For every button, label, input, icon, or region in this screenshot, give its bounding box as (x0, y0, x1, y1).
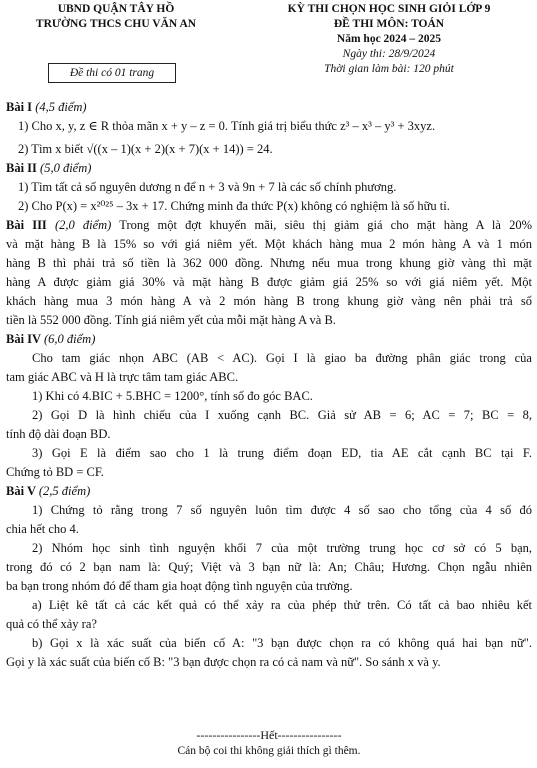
section-points: (2,0 điểm) (54, 218, 112, 232)
question-line: hàng B thì phải trả số tiền là 362 000 đồng. Nhưng nếu mua trong khung giờ vàng thì mặt (6, 256, 532, 270)
school-name: TRƯỜNG THCS CHU VĂN AN (35, 18, 197, 30)
section-title: Bài II (6, 161, 37, 175)
question-line: 3) Gọi E là điểm sao cho 1 là trung điểm đoạn ED, tia AE cắt cạnh BC tại F. (32, 446, 532, 460)
question-line: 2) Nhóm học sinh tình nguyện khối 7 của một trường trung học cơ sở có 5 bạn, (32, 541, 532, 555)
exam-date: Ngày thi: 28/9/2024 (342, 48, 436, 60)
question-line: Chứng tỏ BD = CF. (6, 465, 104, 479)
question-line: Gọi y là xác suất của biến cố B: "3 bạn được chọn ra có cả nam và nữ". So sánh x và y. (6, 655, 441, 669)
question-line: hàng A được giảm giá 30% và mặt hàng B được giảm giá 25% so với giá niêm yết. Một (6, 275, 532, 289)
school-year: Năm học 2024 – 2025 (336, 33, 442, 45)
section-title: Bài III (6, 218, 47, 232)
exam-subject: ĐỀ THI MÔN: TOÁN (333, 18, 445, 30)
section-title: Bài V (6, 484, 36, 498)
question-line: 1) Khi có 4.BIC + 5.BHC = 1200°, tính số đo góc BAC. (32, 389, 313, 403)
section-points: (5,0 điểm) (40, 161, 92, 175)
question-line: 1) Tìm tất cả số nguyên dương n để n + 3 và 9n + 7 là các số chính phương. (18, 180, 397, 194)
question-line: 2) Cho P(x) = x²⁰²⁵ – 3x + 17. Chứng minh đa thức P(x) không có nghiệm là số hữu tỉ. (18, 199, 450, 213)
question-line: tiền là 552 000 đồng. Tính giá niêm yết của mỗi mặt hàng A và B. (6, 313, 336, 327)
question-line: tính độ dài đoạn BD. (6, 427, 111, 441)
section-heading-5 (6, 482, 532, 501)
page-count-box: Đề thi có 01 trang (48, 63, 176, 83)
question-line: quả có thể xảy ra? (6, 617, 97, 631)
question-line: 1) Chứng tỏ rằng trong 7 số nguyên luôn tìm được 4 số sao cho tổng của 4 số đó (32, 503, 532, 517)
question-line: 1) Cho x, y, z ∈ R thỏa mãn x + y – z = 0. Tính giá trị biểu thức z³ – x³ – y³ + 3xyz. (18, 119, 436, 133)
section-heading-4 (6, 330, 532, 349)
section-title: Bài IV (6, 332, 41, 346)
question-line: khách hàng mua 3 món hàng A và 2 món hàng B trong khung giờ vàng nên phải trả số (6, 294, 532, 308)
exam-title: KỲ THI CHỌN HỌC SINH GIỎI LỚP 9 (287, 3, 491, 15)
section-title: Bài I (6, 100, 33, 114)
school-header (6, 2, 226, 32)
exam-body (6, 98, 532, 672)
question-line: 2) Tìm x biết √((x – 1)(x + 2)(x + 7)(x + 14)) = 24. (18, 142, 273, 156)
proctor-note: Cán bộ coi thi không giải thích gì thêm. (177, 745, 361, 757)
section-heading-2 (6, 159, 532, 178)
question-line: Cho tam giác nhọn ABC (AB < AC). Gọi I là giao ba đường phân giác trong của (32, 351, 532, 365)
question-line: tam giác ABC và H là trực tâm tam giác ABC. (6, 370, 239, 384)
question-line: chia hết cho 4. (6, 522, 79, 536)
question-line: và mặt hàng B là 15% so với giá niêm yết. Một khách hàng mua 2 món hàng A và 1 món (6, 237, 532, 251)
section-heading-1 (6, 98, 532, 117)
district-name: UBND QUẬN TÂY HỒ (57, 3, 175, 15)
section-points: (6,0 điểm) (43, 332, 96, 346)
question-line: a) Liệt kê tất cả các kết quả có thể xảy ra của phép thử trên. Có tất cả bao nhiêu kết (32, 598, 532, 612)
question-line: b) Gọi x là xác suất của biến cố A: "3 bạn được chọn ra có không quá hai bạn nữ". (32, 636, 532, 650)
question-line: ba bạn trong nhóm đó để tham gia hoạt động tình nguyện của trường. (6, 579, 353, 593)
question-line: Bài III (2,0 điểm) Trong một đợt khuyến mãi, siêu thị giảm giá cho mặt hàng A là 20% (6, 218, 532, 232)
section-points: (4,5 điểm) (35, 100, 87, 114)
exam-header (244, 2, 534, 77)
question-line: 2) Gọi D là hình chiếu của I xuống cạnh BC. Giả sử AB = 6; AC = 7; BC = 8, (32, 408, 532, 422)
exam-duration: Thời gian làm bài: 120 phút (324, 63, 454, 75)
section-points: (2,5 điểm) (38, 484, 91, 498)
question-line: trong đó có 2 bạn nam là: Quý; Việt và 3 bạn nữ là: An; Châu; Hương. Chọn ngẫu nhiên (6, 560, 532, 574)
end-marker: ----------------Hết---------------- (196, 728, 342, 742)
